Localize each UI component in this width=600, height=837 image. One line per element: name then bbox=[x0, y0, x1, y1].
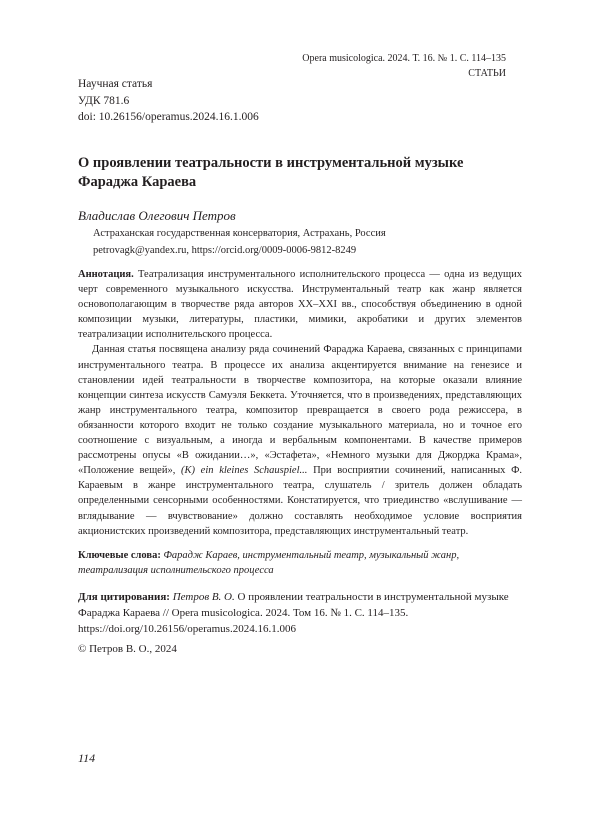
title-line-2: Фараджа Караева bbox=[78, 174, 196, 190]
author-name: Владислав Олегович Петров bbox=[78, 207, 236, 224]
keywords-text: Фарадж Караев, инструментальный театр, музыкальный жанр, театрализация исполнительского процесса bbox=[78, 550, 459, 576]
keywords bbox=[78, 548, 522, 578]
abstract-text-2a: Данная статья посвящена анализу ряда сочинений Фараджа Караева, связанных с принципами инструментального театра. В процессе их анализа акцентируется внимание на генезисе и становлении идей театральности в творчестве композитора, на которые оказали влияние концепции синтеза искусств Самуэля Беккета. Уточняется, что в произведениях, представляющих жанр инструментального театра, композитор превращается в своего рода режиссера, в обязанности которого входит не только создание музыкального материала, но и точное его соотношение с визуальным, а иногда и вербальным компонентами. В качестве примеров рассмотрены опусы «В ожидании…», «Эстафета», «Немного музыки для Джорджа Крама», «Положение вещей», bbox=[78, 344, 522, 476]
citation bbox=[78, 589, 522, 637]
abstract-paragraph-1 bbox=[78, 267, 522, 342]
udk-code: УДК 781.6 bbox=[78, 93, 259, 110]
abstract-text-1: Театрализация инструментального исполнительского процесса — одна из ведущих черт современного музыкального искусства. Инструментальный театр как жанр является основополагающим в творчестве ряда авторов XX–XXI вв., способствуя объединению в одной композиции музыки, литературы, пластики, мимики, акробатики и других элементов театрализации исполнительского процесса. bbox=[78, 269, 522, 340]
author-affiliation-block bbox=[93, 225, 386, 259]
section-label: СТАТЬИ bbox=[302, 66, 506, 81]
abstract-text-2b: При восприятии сочинений, написанных Ф. Караевым в жанре инструментального театра, слушатель / зритель должен обладать определенными сенсорными особенностями. Констатируется, что триединство «вслушивание — вглядывание — вчувствование» должно составлять необходимое условие восприятия акционистских произведений композитора, представляющих инструментальный театр. bbox=[78, 465, 522, 536]
title-line-1: О проявлении театральности в инструментальной музыке bbox=[78, 155, 463, 171]
page-number: 114 bbox=[78, 751, 95, 766]
citation-author: Петров В. О. bbox=[173, 591, 235, 603]
author-contacts: petrovagk@yandex.ru, https://orcid.org/0009-0006-9812-8249 bbox=[93, 242, 386, 259]
article-page bbox=[0, 0, 600, 837]
keywords-label: Ключевые слова: bbox=[78, 550, 161, 561]
copyright: © Петров В. О., 2024 bbox=[78, 641, 177, 657]
abstract-paragraph-2 bbox=[78, 342, 522, 538]
journal-citation-line: Opera musicologica. 2024. Т. 16. № 1. С. 114–135 bbox=[302, 51, 506, 66]
abstract bbox=[78, 267, 522, 539]
abstract-label: Аннотация. bbox=[78, 269, 134, 280]
abstract-work-title: (K) ein kleines Schauspiel... bbox=[181, 465, 307, 476]
article-meta bbox=[78, 76, 259, 126]
citation-text: О проявлении театральности в инструментальной музыке Фараджа Караева // Opera musicologica. 2024. Том 16. № 1. С. 114–135. https://doi.org/10.26156/operamus.2024.16.1.006 bbox=[78, 591, 509, 635]
article-title bbox=[78, 154, 528, 192]
author-affiliation: Астраханская государственная консерватория, Астрахань, Россия bbox=[93, 225, 386, 242]
citation-label: Для цитирования: bbox=[78, 591, 170, 603]
running-head bbox=[302, 51, 506, 81]
doi: doi: 10.26156/operamus.2024.16.1.006 bbox=[78, 109, 259, 126]
article-type: Научная статья bbox=[78, 76, 259, 93]
